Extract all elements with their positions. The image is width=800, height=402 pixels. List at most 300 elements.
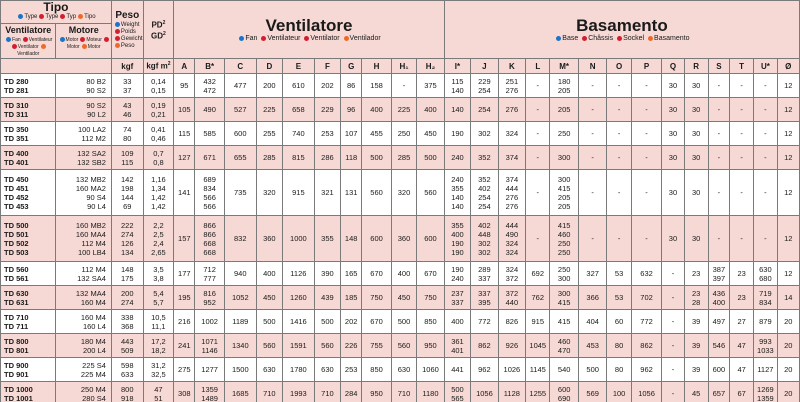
base-dim-cell: 12 — [777, 262, 800, 286]
fan-dim-cell: 735 — [224, 170, 256, 216]
fan-dim-cell: 500 — [417, 146, 445, 170]
cell-line: TD 351 — [4, 133, 29, 143]
cell-line: 160 M4 — [80, 312, 106, 322]
cell-line: 2,65 — [151, 247, 166, 257]
cell-line: 126 — [121, 238, 134, 248]
pd-cell — [143, 286, 174, 310]
fan-dim-cell: 1340 — [224, 334, 256, 358]
base-dim-cell: - — [578, 146, 607, 170]
cell-line: 80 B2 — [86, 76, 106, 86]
cell-line: 132 SB2 — [77, 157, 106, 167]
column-header: I* — [444, 59, 470, 74]
fan-dim-cell: 455 — [362, 122, 392, 146]
base-dim-cell: 772 — [631, 310, 662, 334]
cell-line: 0,14 — [151, 76, 166, 86]
base-dim-cell: 692 — [526, 262, 550, 286]
base-dim-cell: 630 680 — [754, 262, 777, 286]
fan-dim-cell: 500 — [391, 310, 416, 334]
cell-line: 2,5 — [153, 229, 164, 239]
fan-dim-cell: 671 — [195, 146, 225, 170]
cell-line: 132 SA4 — [77, 273, 106, 283]
fan-dim-cell: 658 — [283, 98, 315, 122]
cell-line: 90 S2 — [86, 85, 106, 95]
table-row — [1, 98, 800, 122]
cell-line: 11,1 — [151, 321, 166, 331]
fan-dim-cell: 177 — [174, 262, 195, 286]
pd-cell — [143, 382, 174, 402]
fan-dim-cell: 320 — [391, 170, 416, 216]
base-dim-cell: 415 460 250 250 — [550, 216, 579, 262]
column-header: U* — [754, 59, 777, 74]
base-dim-cell: 190 240 — [444, 262, 470, 286]
fan-dim-cell: 1591 — [283, 334, 315, 358]
peso-unit: kgf — [111, 59, 143, 74]
fan-dim-cell: 815 — [283, 146, 315, 170]
motore-type-subheader: Motore Motor MoteurMotor Motor — [56, 24, 110, 58]
fan-dim-cell: 450 — [391, 286, 416, 310]
fan-dim-cell: 600 — [224, 122, 256, 146]
table-row — [1, 334, 800, 358]
base-dim-cell: 23 — [684, 262, 708, 286]
base-dim-cell: 497 — [708, 310, 729, 334]
base-dim-cell: - — [729, 216, 753, 262]
base-dim-cell: 205 — [550, 98, 579, 122]
base-dim-cell: 20 — [777, 382, 800, 402]
fan-dim-cell: 286 — [314, 146, 340, 170]
base-dim-cell: 444 490 324 324 — [498, 216, 525, 262]
base-dim-cell: 879 — [754, 310, 777, 334]
fan-dim-cell: 450 — [417, 122, 445, 146]
fan-dim-cell: 355 — [314, 216, 340, 262]
table-row — [1, 262, 800, 286]
base-dim-cell: 300 415 — [550, 286, 579, 310]
base-dim-cell: 1145 — [526, 358, 550, 382]
base-dim-cell: 546 — [708, 334, 729, 358]
fan-dim-cell: 610 — [283, 74, 315, 98]
table-body — [1, 74, 800, 402]
base-dim-cell: 352 — [471, 146, 498, 170]
fan-dim-cell: 630 — [256, 358, 282, 382]
base-dim-cell: 962 — [471, 358, 498, 382]
table-row — [1, 310, 800, 334]
peso-header: Peso Weight Poids Gewicht Peso — [111, 1, 143, 59]
cell-line: TD 350 — [4, 124, 29, 134]
base-dim-cell: 250 300 — [550, 262, 579, 286]
fan-dim-cell: 490 — [195, 98, 225, 122]
cell-line: 51 — [154, 393, 163, 402]
base-dim-cell: 12 — [777, 170, 800, 216]
cell-line: 200 — [121, 288, 134, 298]
motor-cell — [55, 74, 111, 98]
cell-line: 132 SA2 — [77, 148, 106, 158]
fan-dim-cell: 127 — [174, 146, 195, 170]
fan-dim-cell: 115 — [174, 122, 195, 146]
cell-line: TD 561 — [4, 273, 29, 283]
base-dim-cell: 39 — [684, 310, 708, 334]
fan-type-cell — [1, 358, 56, 382]
fan-dim-cell: 1180 — [417, 382, 445, 402]
base-dim-cell: 372 440 — [498, 286, 525, 310]
base-dim-cell: 600 690 — [550, 382, 579, 402]
fan-type-cell — [1, 146, 56, 170]
base-dim-cell: 250 — [550, 122, 579, 146]
cell-line: TD 502 — [4, 238, 29, 248]
fan-dim-cell: 630 — [391, 358, 416, 382]
base-dim-cell: 45 — [684, 382, 708, 402]
cell-line: 112 M2 — [81, 133, 106, 143]
base-dim-cell: 374 444 276 276 — [498, 170, 525, 216]
fan-dim-cell: 1002 — [195, 310, 225, 334]
fan-dim-cell: 118 — [341, 146, 362, 170]
base-dim-cell: 374 — [498, 146, 525, 170]
fan-dim-cell: 560 — [362, 170, 392, 216]
base-dim-cell: 20 — [777, 358, 800, 382]
fan-dim-cell: 560 — [314, 334, 340, 358]
base-dim-cell: - — [662, 310, 684, 334]
motor-cell — [55, 334, 111, 358]
cell-line: 115 — [121, 157, 134, 167]
fan-dim-cell: 832 — [224, 216, 256, 262]
cell-line: 160 L4 — [82, 321, 106, 331]
base-dim-cell: 30 — [662, 146, 684, 170]
column-header: B* — [195, 59, 225, 74]
cell-line: 90 S4 — [86, 192, 106, 202]
column-header: C — [224, 59, 256, 74]
fan-type-cell — [1, 170, 56, 216]
motor-cell — [55, 382, 111, 402]
base-dim-cell: 53 — [607, 286, 631, 310]
cell-line: 10,5 — [151, 312, 166, 322]
fan-dim-cell: 253 — [341, 358, 362, 382]
base-dim-cell: 500 565 — [444, 382, 470, 402]
weight-cell — [111, 98, 143, 122]
weight-cell — [111, 262, 143, 286]
base-dim-cell: - — [708, 170, 729, 216]
motor-cell — [55, 146, 111, 170]
base-dim-cell: 355 400 190 190 — [444, 216, 470, 262]
base-dim-cell: 993 1033 — [754, 334, 777, 358]
base-dim-cell: - — [662, 358, 684, 382]
base-dim-cell: - — [754, 146, 777, 170]
fan-dim-cell: 105 — [174, 98, 195, 122]
cell-line: 90 L2 — [87, 109, 106, 119]
fan-dim-cell: 1052 — [224, 286, 256, 310]
fan-dim-cell: 1260 — [283, 286, 315, 310]
cell-line: 160 MA4 — [75, 229, 106, 239]
base-dim-cell: - — [526, 74, 550, 98]
base-dim-cell: 1127 — [754, 358, 777, 382]
orange-dot-icon — [78, 14, 83, 19]
base-dim-cell: - — [526, 216, 550, 262]
ventilatore-type-subheader: Ventilatore Fan VentilateurVentilatorVentilador — [1, 24, 56, 58]
table-row — [1, 286, 800, 310]
base-dim-cell: - — [729, 122, 753, 146]
fan-dim-cell: 1189 — [224, 310, 256, 334]
cell-line: 250 M4 — [80, 384, 106, 394]
base-dim-cell: - — [526, 122, 550, 146]
cell-line: TD 503 — [4, 247, 29, 257]
fan-dim-cell: 285 — [256, 146, 282, 170]
base-dim-cell: 80 — [607, 358, 631, 382]
tipo-title: Tipo — [43, 0, 69, 14]
fan-dim-cell: 655 — [224, 146, 256, 170]
fan-dim-cell: 360 — [391, 216, 416, 262]
cell-line: TD 631 — [4, 297, 29, 307]
base-dim-cell: 30 — [662, 122, 684, 146]
motor-cell — [55, 122, 111, 146]
cell-line: 1,42 — [151, 192, 166, 202]
cell-line: 100 LB4 — [77, 247, 106, 257]
column-header: O — [607, 59, 631, 74]
base-dim-cell: 20 — [777, 334, 800, 358]
fan-dim-cell: 141 — [174, 170, 195, 216]
cell-line: 17,2 — [151, 336, 166, 346]
base-dim-cell: 23 28 — [684, 286, 708, 310]
base-dim-cell: 366 — [578, 286, 607, 310]
cell-line: 32,5 — [151, 369, 166, 379]
base-dim-cell: - — [662, 334, 684, 358]
fan-dim-cell: 1060 — [417, 358, 445, 382]
column-header: Q — [662, 59, 684, 74]
fan-type-cell — [1, 382, 56, 402]
base-dim-cell: - — [729, 170, 753, 216]
fan-dim-cell: 750 — [417, 286, 445, 310]
fan-dim-cell: 710 — [256, 382, 282, 402]
cell-line: TD 452 — [4, 192, 29, 202]
base-dim-cell: 30 — [662, 74, 684, 98]
red-dot-icon — [39, 14, 44, 19]
base-dim-cell: 80 — [607, 334, 631, 358]
fan-dim-cell: 241 — [174, 334, 195, 358]
cell-line: 338 — [121, 312, 134, 322]
cell-line: 5,4 — [153, 288, 164, 298]
base-dim-cell: 251 276 — [498, 74, 525, 98]
column-header: D — [256, 59, 282, 74]
cell-line: 46 — [123, 109, 132, 119]
cell-line: TD 310 — [4, 100, 29, 110]
cell-line: TD 501 — [4, 229, 29, 239]
cell-line: TD 901 — [4, 369, 29, 379]
fan-dim-cell: 202 — [314, 74, 340, 98]
cell-line: 274 — [121, 229, 134, 239]
base-dim-cell: 657 — [708, 382, 729, 402]
cell-line: 112 M4 — [81, 238, 106, 248]
pd-cell — [143, 216, 174, 262]
pd-cell — [143, 170, 174, 216]
base-dim-cell: 402 448 302 302 — [471, 216, 498, 262]
base-dim-cell: - — [631, 98, 662, 122]
cell-line: 90 S2 — [86, 100, 106, 110]
base-dim-cell: 30 — [662, 170, 684, 216]
base-dim-cell: 436 400 — [708, 286, 729, 310]
base-dim-cell: 460 470 — [550, 334, 579, 358]
weight-cell — [111, 170, 143, 216]
fan-dim-cell: 560 — [256, 334, 282, 358]
base-dim-cell: 441 — [444, 358, 470, 382]
fan-dim-cell: 950 — [417, 334, 445, 358]
base-dim-cell: 254 — [471, 98, 498, 122]
base-dim-cell: - — [578, 170, 607, 216]
base-dim-cell: - — [526, 170, 550, 216]
fan-dim-cell: 585 — [195, 122, 225, 146]
fan-dim-cell: 95 — [174, 74, 195, 98]
column-header: H₂ — [417, 59, 445, 74]
fan-dim-cell: 225 — [256, 98, 282, 122]
column-header: E — [283, 59, 315, 74]
pd-cell — [143, 146, 174, 170]
pd-cell — [143, 310, 174, 334]
cell-line: 5,7 — [153, 297, 164, 307]
cell-line: 132 MA4 — [75, 288, 106, 298]
fan-type-cell — [1, 310, 56, 334]
column-header: J — [471, 59, 498, 74]
fan-dim-cell: 400 — [417, 98, 445, 122]
base-dim-cell: - — [729, 74, 753, 98]
base-dim-cell: 826 — [498, 310, 525, 334]
weight-cell — [111, 74, 143, 98]
base-dim-cell: - — [607, 216, 631, 262]
cell-line: 633 — [121, 369, 134, 379]
fan-dim-cell: 560 — [391, 334, 416, 358]
column-header: H — [362, 59, 392, 74]
base-dim-cell: 240 355 140 140 — [444, 170, 470, 216]
weight-cell — [111, 334, 143, 358]
fan-dim-cell: 816 952 — [195, 286, 225, 310]
cell-line: 274 — [121, 297, 134, 307]
fan-dim-cell: 600 — [362, 216, 392, 262]
column-header: R — [684, 59, 708, 74]
base-dim-cell: - — [708, 74, 729, 98]
cell-line: 225 S4 — [82, 360, 106, 370]
weight-cell — [111, 310, 143, 334]
cell-line: 3,5 — [153, 264, 164, 274]
base-dim-cell: 352 402 254 254 — [471, 170, 498, 216]
base-dim-cell: 23 — [729, 262, 753, 286]
fan-dim-cell: 275 — [174, 358, 195, 382]
base-dim-cell: 540 — [550, 358, 579, 382]
base-dim-cell: 600 — [708, 358, 729, 382]
base-dim-cell: - — [754, 74, 777, 98]
cell-line: 0,15 — [151, 85, 166, 95]
basamento-header — [444, 1, 799, 59]
column-header: T — [729, 59, 753, 74]
fan-dim-cell: 630 — [314, 358, 340, 382]
fan-dim-cell: 157 — [174, 216, 195, 262]
base-dim-cell: - — [708, 216, 729, 262]
weight-cell — [111, 146, 143, 170]
base-dim-cell: 229 254 — [471, 74, 498, 98]
base-dim-cell: 387 397 — [708, 262, 729, 286]
base-dim-cell: 289 337 — [471, 262, 498, 286]
fan-dim-cell: 1277 — [195, 358, 225, 382]
table-row — [1, 382, 800, 402]
table-row — [1, 122, 800, 146]
cell-line: 18,2 — [151, 345, 166, 355]
fan-dim-cell: 285 — [391, 146, 416, 170]
cell-line: 3,8 — [153, 273, 164, 283]
base-dim-cell: - — [578, 98, 607, 122]
base-dim-cell: 1056 — [631, 382, 662, 402]
column-header: F — [314, 59, 340, 74]
base-dim-cell: 67 — [729, 382, 753, 402]
base-dim-cell: 12 — [777, 74, 800, 98]
cell-line: TD 560 — [4, 264, 29, 274]
base-dim-cell: 30 — [684, 146, 708, 170]
cell-line: TD 450 — [4, 174, 29, 184]
base-dim-cell: 30 — [684, 98, 708, 122]
cell-line: 74 — [123, 124, 132, 134]
base-dim-cell: - — [754, 170, 777, 216]
cell-line: 180 M4 — [80, 336, 106, 346]
fan-dim-cell: 915 — [283, 170, 315, 216]
base-dim-cell: 115 140 — [444, 74, 470, 98]
base-dim-cell: 1026 — [498, 358, 525, 382]
column-header: G — [341, 59, 362, 74]
fan-dim-cell: 158 — [362, 74, 392, 98]
fan-dim-cell: 165 — [341, 262, 362, 286]
fan-dim-cell: 400 — [362, 98, 392, 122]
base-dim-cell: 862 — [631, 334, 662, 358]
pd-cell — [143, 74, 174, 98]
table-row — [1, 358, 800, 382]
cell-line: TD 453 — [4, 201, 29, 211]
pd-cell — [143, 334, 174, 358]
base-dim-cell: 180 205 — [550, 74, 579, 98]
cell-line: TD 451 — [4, 183, 29, 193]
base-dim-cell: 237 337 — [444, 286, 470, 310]
cell-line: 43 — [123, 100, 132, 110]
cell-line: 142 — [121, 174, 134, 184]
base-dim-cell: 190 — [444, 122, 470, 146]
basamento-title: Basamento — [576, 16, 668, 36]
motor-cell — [55, 98, 111, 122]
base-dim-cell: 453 — [578, 334, 607, 358]
ventilatore-header — [174, 1, 445, 59]
fan-dim-cell: 284 — [341, 382, 362, 402]
fan-dim-cell: 1126 — [283, 262, 315, 286]
pd-cell — [143, 122, 174, 146]
base-dim-cell: - — [631, 122, 662, 146]
cell-line: 33 — [123, 76, 132, 86]
base-dim-cell: - — [607, 98, 631, 122]
fan-dim-cell: 850 — [362, 358, 392, 382]
base-dim-cell: - — [662, 382, 684, 402]
base-dim-cell: - — [729, 146, 753, 170]
base-dim-cell: - — [708, 122, 729, 146]
base-dim-cell: 337 395 — [471, 286, 498, 310]
fan-dim-cell: 185 — [341, 286, 362, 310]
fan-dim-cell: 950 — [362, 382, 392, 402]
column-header: L — [526, 59, 550, 74]
base-dim-cell: 23 — [729, 286, 753, 310]
cell-line: 37 — [123, 85, 132, 95]
cell-line: 509 — [121, 345, 134, 355]
fan-dim-cell: 148 — [341, 216, 362, 262]
fan-dim-cell: 320 — [256, 170, 282, 216]
cell-line: 175 — [121, 273, 134, 283]
column-header: S — [708, 59, 729, 74]
ventilatore-title: Ventilatore — [265, 16, 353, 36]
base-dim-cell: 12 — [777, 98, 800, 122]
base-dim-cell: 100 — [607, 382, 631, 402]
base-dim-cell: - — [708, 146, 729, 170]
fan-dim-cell: 229 — [314, 98, 340, 122]
fan-dim-cell: 712 777 — [195, 262, 225, 286]
fan-dim-cell: 216 — [174, 310, 195, 334]
fan-dim-cell: 689 834 566 566 — [195, 170, 225, 216]
cell-line: 2,2 — [153, 220, 164, 230]
fan-dim-cell: 670 — [362, 262, 392, 286]
